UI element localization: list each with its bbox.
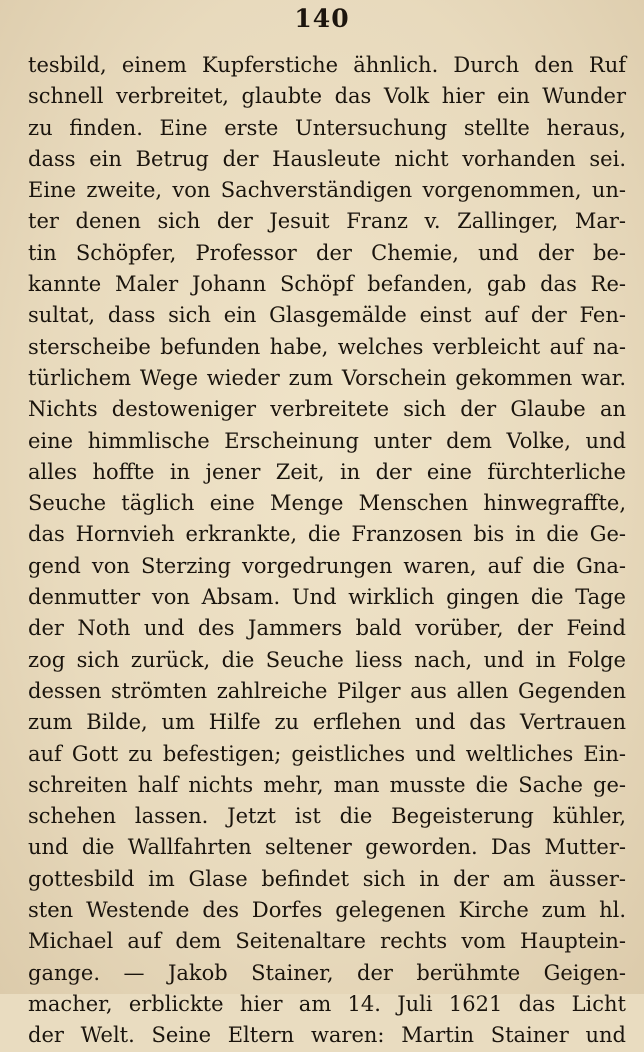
text-line: schehen lassen. Jetzt ist die Begeisterung kühler, [28,804,626,829]
body-text [28,50,626,1052]
text-line: dessen strömten zahlreiche Pilger aus allen Gegenden [28,678,626,703]
page-number: 140 [294,4,350,33]
text-line: zu finden. Eine erste Untersuchung stellte heraus, [28,115,626,140]
text-line: sultat, dass sich ein Glasgemälde einst auf der Fen- [28,303,626,328]
text-line: tesbild, einem Kupferstiche ähnlich. Durch den Ruf [28,53,626,77]
text-line: gange. — Jakob Stainer, der berühmte Geigen- [28,960,626,985]
text-line: der Noth und des Jammers bald vorüber, der Feind [28,616,626,641]
text-line: sterscheibe befunden habe, welches verbleicht auf na- [28,334,626,359]
text-line: eine himmlische Erscheinung unter dem Volke, und [28,428,626,453]
text-line: gottesbild im Glase befindet sich in der am äusser- [28,866,626,891]
text-line: macher, erblickte hier am 14. Juli 1621 das Licht [28,991,626,1016]
text-line: schreiten half nichts mehr, man musste die Sache ge- [28,772,626,797]
text-line: Seuche täglich eine Menge Menschen hinwegraffte, [28,491,626,516]
text-line: sten Westende des Dorfes gelegenen Kirche zum hl. [28,898,626,923]
text-line: Nichts destoweniger verbreitete sich der Glaube an [28,397,626,422]
text-line: zum Bilde, um Hilfe zu erflehen und das Vertrauen [28,710,626,735]
text-line: kannte Maler Johann Schöpf befanden, gab das Re- [28,272,626,297]
text-line: auf Gott zu befestigen; geistliches und weltliches Ein- [28,741,626,766]
text-line: türlichem Wege wieder zum Vorschein gekommen war. [28,365,626,390]
text-line: der Welt. Seine Eltern waren: Martin Stainer und [28,1023,626,1048]
text-line: gend von Sterzing vorgedrungen waren, auf die Gna- [28,553,626,578]
text-line: Eine zweite, von Sachverständigen vorgenommen, un- [28,178,626,203]
text-line: das Hornvieh erkrankte, die Franzosen bis in die Ge- [28,522,626,547]
text-line: alles hoffte in jener Zeit, in der eine fürchterliche [28,459,626,484]
text-line: denmutter von Absam. Und wirklich gingen die Tage [28,585,626,610]
text-line: und die Wallfahrten seltener geworden. Das Mutter- [28,835,626,860]
text-line: dass ein Betrug der Hausleute nicht vorhanden sei. [28,146,626,171]
text-line: schnell verbreitet, glaubte das Volk hier ein Wunder [28,84,626,109]
text-line: ter denen sich der Jesuit Franz v. Zallinger, Mar- [28,209,626,234]
text-line: tin Schöpfer, Professor der Chemie, und der be- [28,240,626,265]
text-line: Michael auf dem Seitenaltare rechts vom Hauptein- [28,929,626,954]
text-line: zog sich zurück, die Seuche liess nach, und in Folge [28,647,626,672]
